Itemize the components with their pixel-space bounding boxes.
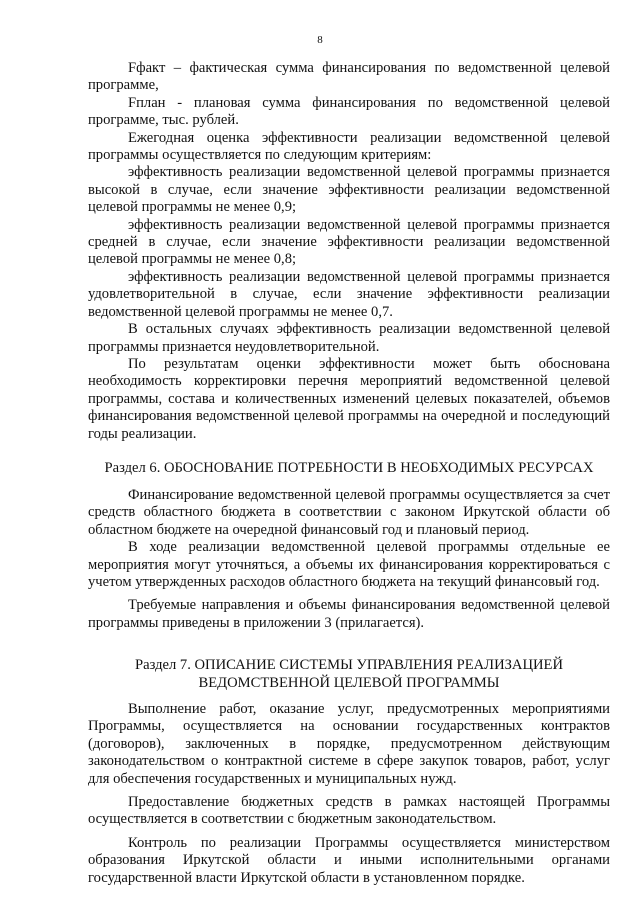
section-6-body [88,487,610,632]
section-6-heading: Раздел 6. ОБОСНОВАНИЕ ПОТРЕБНОСТИ В НЕОБХОДИМЫХ РЕСУРСАХ [104,460,594,476]
paragraph-correction: По результатам оценки эффективности может быть обоснована необходимость корректировки перечня мероприятий ведомственной целевой программы, состава и количественных изменений целевых показателей, объемов финансирования ведомственной целевой программы на очередной и последующий годы реализации. [88,355,610,442]
paragraph-adjustment: В ходе реализации ведомственной целевой программы отдельные ее мероприятия могут уточняться, а объемы их финансирования корректироваться с учетом утвержденных расходов областного бюджета на текущий финансовый год. [88,539,610,591]
section-7-body [88,701,610,887]
section-7-heading-line1: Раздел 7. ОПИСАНИЕ СИСТЕМЫ УПРАВЛЕНИЯ РЕАЛИЗАЦИЕЙ [134,657,563,673]
page-number: 8 [317,34,323,46]
paragraph-budget-funds: Предоставление бюджетных средств в рамках настоящей Программы осуществляется в соответствии с бюджетным законодательством. [88,794,610,828]
evaluation-criteria-block [88,60,610,443]
paragraph-financing: Финансирование ведомственной целевой программы осуществляется за счет средств областного бюджета в соответствии с законом Иркутской области об областном бюджете на очередной финансовый год и плановый период. [88,487,610,538]
paragraph-unsatisfactory: В остальных случаях эффективность реализации ведомственной целевой программы признается неудовлетворительной. [88,321,610,355]
paragraph-satisfactory-efficiency: эффективность реализации ведомственной целевой программы признается удовлетворительной в случае, если значение эффективности реализации ведомственной целевой программы не менее 0,7. [88,268,610,320]
paragraph-high-efficiency: эффективность реализации ведомственной целевой программы признается высокой в случае, если значение эффективности реализации ведомственной целевой программы не менее 0,9; [88,164,610,216]
paragraph-medium-efficiency: эффективность реализации ведомственной целевой программы признается средней в случае, если значение эффективности реализации ведомственной целевой программы не менее 0,8; [88,216,610,268]
paragraph-annual-evaluation: Ежегодная оценка эффективности реализации ведомственной целевой программы осуществляется по следующим критериям: [88,129,610,164]
section-7-heading-line2: ВЕДОМСТВЕННОЙ ЦЕЛЕВОЙ ПРОГРАММЫ [198,675,500,691]
paragraph-control: Контроль по реализации Программы осуществляется министерством образования Иркутской области и иными исполнительными органами государственной власти Иркутской области в установленном порядке. [88,834,610,886]
paragraph-fplan: Fплан - плановая сумма финансирования по ведомственной целевой программе, тыс. рублей. [88,94,610,129]
paragraph-appendix-3: Требуемые направления и объемы финансирования ведомственной целевой программы приведены в приложении 3 (прилагается). [88,597,610,631]
paragraph-ffact: Fфакт – фактическая сумма финансирования по ведомственной целевой программе, [88,60,610,94]
paragraph-contracts: Выполнение работ, оказание услуг, предусмотренных мероприятиями Программы, осуществляется на основании государственных контрактов (договоров), заключенных в порядке, предусмотренном действующим законодательством о контрактной системе в сфере закупок товаров, работ, услуг для обеспечения государственных и муниципальных нужд. [88,701,610,787]
